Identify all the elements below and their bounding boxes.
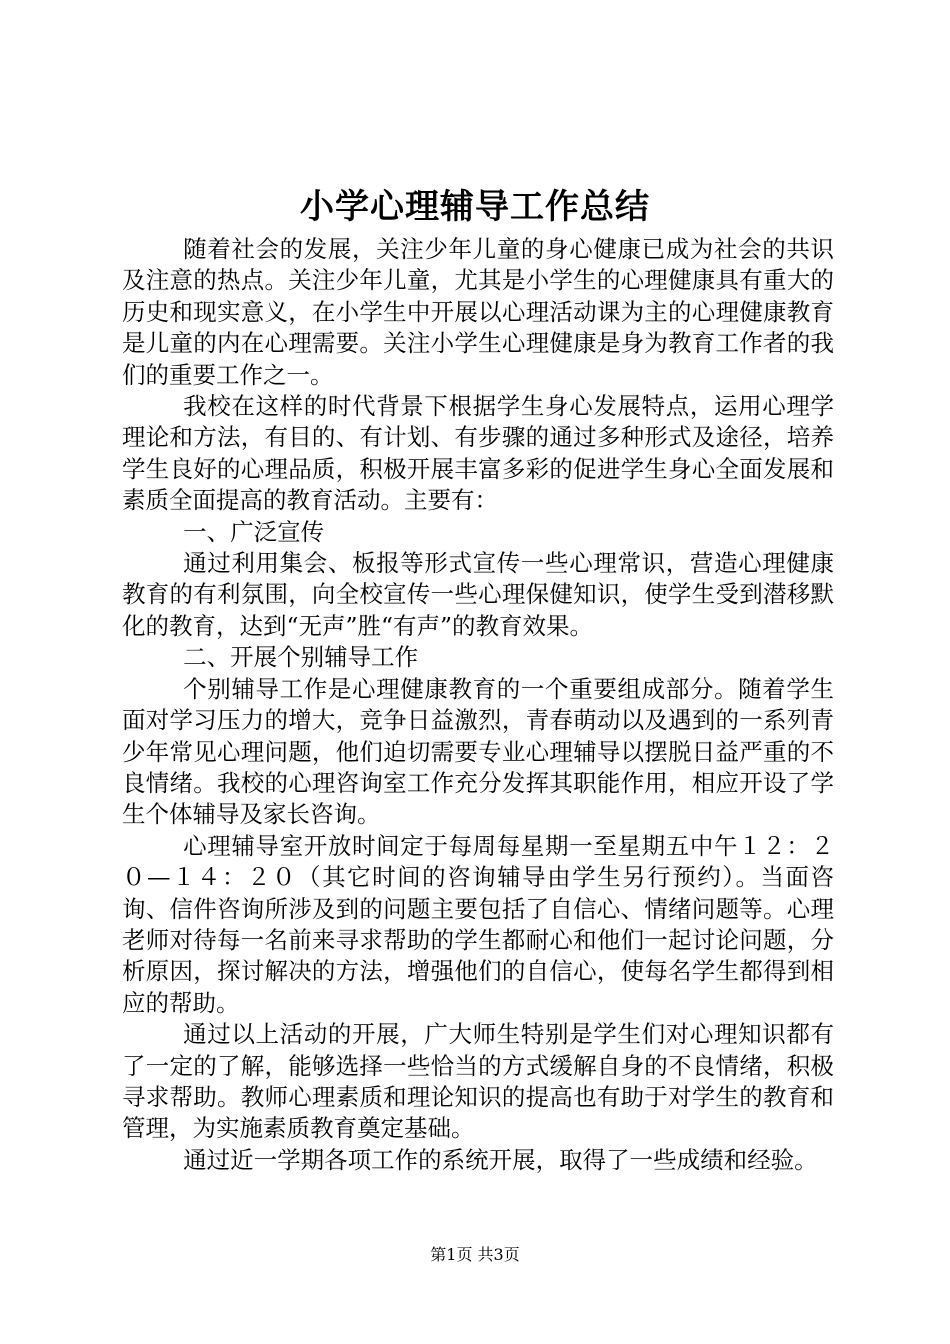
paragraph-counseling-room-hours: 心理辅导室开放时间定于每周每星期一至星期五中午１２：２０—１４：２０（其它时间的咨询辅导由学生另行预约）。当面咨询、信件咨询所涉及到的问题主要包括了自信心、情绪问题等。心理老师对待每一名前来寻求帮助的学生都耐心和他们一起讨论问题，分析原因，探讨解决的方法，增强他们的自信心，使每名学生都得到相应的帮助。 [122,831,834,1017]
page-number-footer: 第1页 共3页 [430,1245,520,1264]
paragraph-individual-counseling: 个别辅导工作是心理健康教育的一个重要组成部分。随着学生面对学习压力的增大，竞争日益激烈，青春萌动以及遇到的一系列青少年常见心理问题，他们迫切需要专业心理辅导以摆脱日益严重的不良情绪。我校的心理咨询室工作充分发挥其职能作用，相应开设了学生个体辅导及家长咨询。 [122,674,834,829]
paragraph-results: 通过以上活动的开展，广大师生特别是学生们对心理知识都有了一定的了解，能够选择一些恰当的方式缓解自身的不良情绪，积极寻求帮助。教师心理素质和理论知识的提高也有助于对学生的教育和管理，为实施素质教育奠定基础。 [122,1020,834,1143]
section-heading-publicity: 一、广泛宣传 [183,517,325,546]
section-heading-individual-counseling: 二、开展个别辅导工作 [183,643,419,672]
paragraph-intro: 随着社会的发展，关注少年儿童的身心健康已成为社会的共识及注意的热点。关注少年儿童，尤其是小学生的心理健康具有重大的历史和现实意义，在小学生中开展以心理活动课为主的心理健康教育是儿童的内在心理需要。关注小学生心理健康是身为教育工作者的我们的重要工作之一。 [122,235,834,389]
document-body [122,234,834,1176]
document-title: 小学心理辅导工作总结 [300,187,650,227]
paragraph-publicity: 通过利用集会、板报等形式宣传一些心理常识，营造心理健康教育的有利氛围，向全校宣传一些心理保健知识，使学生受到潜移默化的教育，达到“无声”胜“有声”的教育效果。 [122,549,834,640]
paragraph-conclusion: 通过近一学期各项工作的系统开展，取得了一些成绩和经验。 [183,1145,818,1174]
paragraph-background: 我校在这样的时代背景下根据学生身心发展特点，运用心理学理论和方法，有目的、有计划、有步骤的通过多种形式及途径，培养学生良好的心理品质，积极开展丰富多彩的促进学生身心全面发展和素质全面提高的教育活动。主要有： [122,392,834,515]
